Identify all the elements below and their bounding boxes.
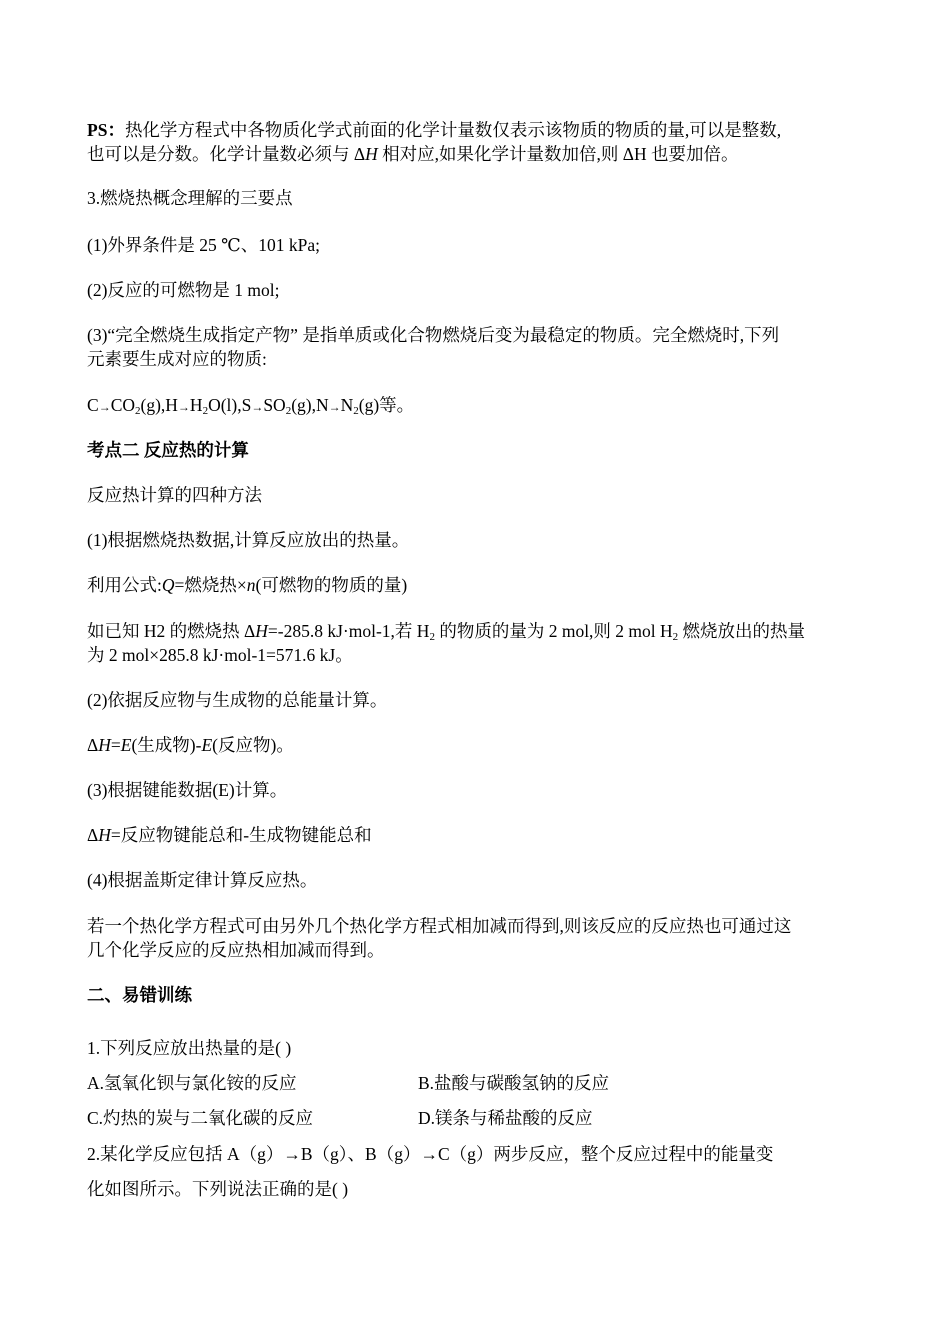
m2-b: =: [110, 735, 121, 755]
product-so2-sub: 2: [285, 405, 292, 417]
ps-note-line1: [87, 118, 867, 142]
product-n2-b: (g)等。: [358, 395, 415, 415]
formula-c: (可燃物的物质的量): [255, 575, 408, 595]
example-c: 的物质的量为 2 mol,则 2 mol H: [434, 621, 673, 641]
formula-n: n: [246, 575, 256, 595]
formula-a: 利用公式:: [87, 575, 162, 595]
product-co2-sub: 2: [135, 405, 141, 417]
method4-desc-line1: 若一个热化学方程式可由另外几个热化学方程式相加减而得到,则该反应的反应热也可通过这: [87, 916, 792, 936]
method3-formula: [87, 823, 867, 847]
m3-b: =反应物键能总和-生成物键能总和: [110, 825, 372, 845]
example-line1: [87, 619, 867, 643]
kaodian2-title: 考点二 反应热的计算: [87, 440, 249, 460]
combustion-point3-line2: 元素要生成对应的物质:: [87, 349, 267, 369]
example-sub1: 2: [429, 631, 435, 643]
method1-formula: [87, 573, 867, 597]
arrow-3: →: [251, 400, 264, 414]
m2-d: (反应物)。: [212, 735, 294, 755]
product-n2-sub: 2: [353, 405, 359, 417]
q1-option-c: C.灼热的炭与二氧化碳的反应: [87, 1108, 314, 1128]
m2-e2: E: [201, 735, 213, 755]
method4: (4)根据盖斯定律计算反应热。: [87, 870, 318, 890]
example-d: 燃烧放出的热量: [678, 621, 806, 641]
kaodian2-intro: 反应热计算的四种方法: [87, 485, 262, 505]
arrow-2: →: [177, 400, 190, 414]
combustion-products: [87, 393, 867, 419]
q2-line2: 化如图所示。下列说法正确的是( ): [87, 1179, 349, 1199]
q1-option-d: D.镁条与稀盐酸的反应: [418, 1108, 593, 1128]
combustion-point3-line1: (3)“完全燃烧生成指定产物” 是指单质或化合物燃烧后变为最稳定的物质。完全燃烧时,下列: [87, 325, 780, 345]
example-a: 如已知 H2 的燃烧热 Δ: [87, 621, 256, 641]
q2-line1: 2.某化学反应包括 A（g）→B（g）、B（g）→C（g）两步反应，整个反应过程中的能量变: [87, 1144, 774, 1164]
example-line2: 为 2 mol×285.8 kJ·mol-1=571.6 kJ。: [87, 645, 353, 665]
ps-label: PS: [87, 120, 108, 140]
ps-colon: ：: [107, 120, 125, 140]
m2-a: Δ: [87, 735, 99, 755]
ps-text2-var: H: [365, 144, 378, 164]
m2-h: H: [98, 735, 111, 755]
method1: (1)根据燃烧热数据,计算反应放出的热量。: [87, 530, 410, 550]
example-h: H: [255, 621, 268, 641]
method3: (3)根据键能数据(E)计算。: [87, 780, 288, 800]
q1-option-b: B.盐酸与碳酸氢钠的反应: [418, 1073, 610, 1093]
example-b: =-285.8 kJ·mol-1,若 H: [267, 621, 430, 641]
combustion-point1: (1)外界条件是 25 ℃、101 kPa;: [87, 235, 320, 255]
q1-options-row2: [0, 1106, 950, 1130]
method2-formula: [87, 733, 867, 757]
arrow-4: →: [328, 400, 341, 414]
product-n2-a: N: [340, 395, 354, 415]
m2-e1: E: [120, 735, 132, 755]
method2: (2)依据反应物与生成物的总能量计算。: [87, 690, 388, 710]
product-c: C: [87, 395, 99, 415]
q1-stem: 1.下列反应放出热量的是( ): [87, 1038, 292, 1058]
product-so2-a: SO: [263, 395, 286, 415]
combustion-heading: 3.燃烧热概念理解的三要点: [87, 188, 293, 208]
q1-option-a: A.氢氧化钡与氯化铵的反应: [87, 1073, 297, 1093]
product-co2-a: CO: [110, 395, 135, 415]
training-title: 二、易错训练: [87, 985, 192, 1005]
ps-text2b: 相对应,如果化学计量数加倍,则 ΔH 也要加倍。: [377, 144, 739, 164]
ps-text2a: 也可以是分数。化学计量数必须与 Δ: [87, 144, 366, 164]
product-co2-b: (g),H: [140, 395, 178, 415]
example-sub2: 2: [672, 631, 679, 643]
formula-q: Q: [161, 575, 175, 595]
product-h2o-sub: 2: [202, 405, 209, 417]
formula-b: =燃烧热×: [174, 575, 247, 595]
m3-h: H: [98, 825, 111, 845]
product-so2-b: (g),N: [291, 395, 329, 415]
q1-options-row1: [0, 1071, 950, 1095]
method4-desc-line2: 几个化学反应的反应热相加减而得到。: [87, 940, 385, 960]
combustion-point2: (2)反应的可燃物是 1 mol;: [87, 280, 280, 300]
arrow-1: →: [98, 400, 111, 414]
m3-a: Δ: [87, 825, 99, 845]
product-h2o-a: H: [189, 395, 203, 415]
ps-text1: 热化学方程式中各物质化学式前面的化学计量数仅表示该物质的物质的量,可以是整数,: [124, 120, 782, 140]
ps-note-line2: [87, 142, 867, 166]
product-h2o-b: O(l),S: [208, 395, 252, 415]
m2-c: (生成物)-: [131, 735, 202, 755]
